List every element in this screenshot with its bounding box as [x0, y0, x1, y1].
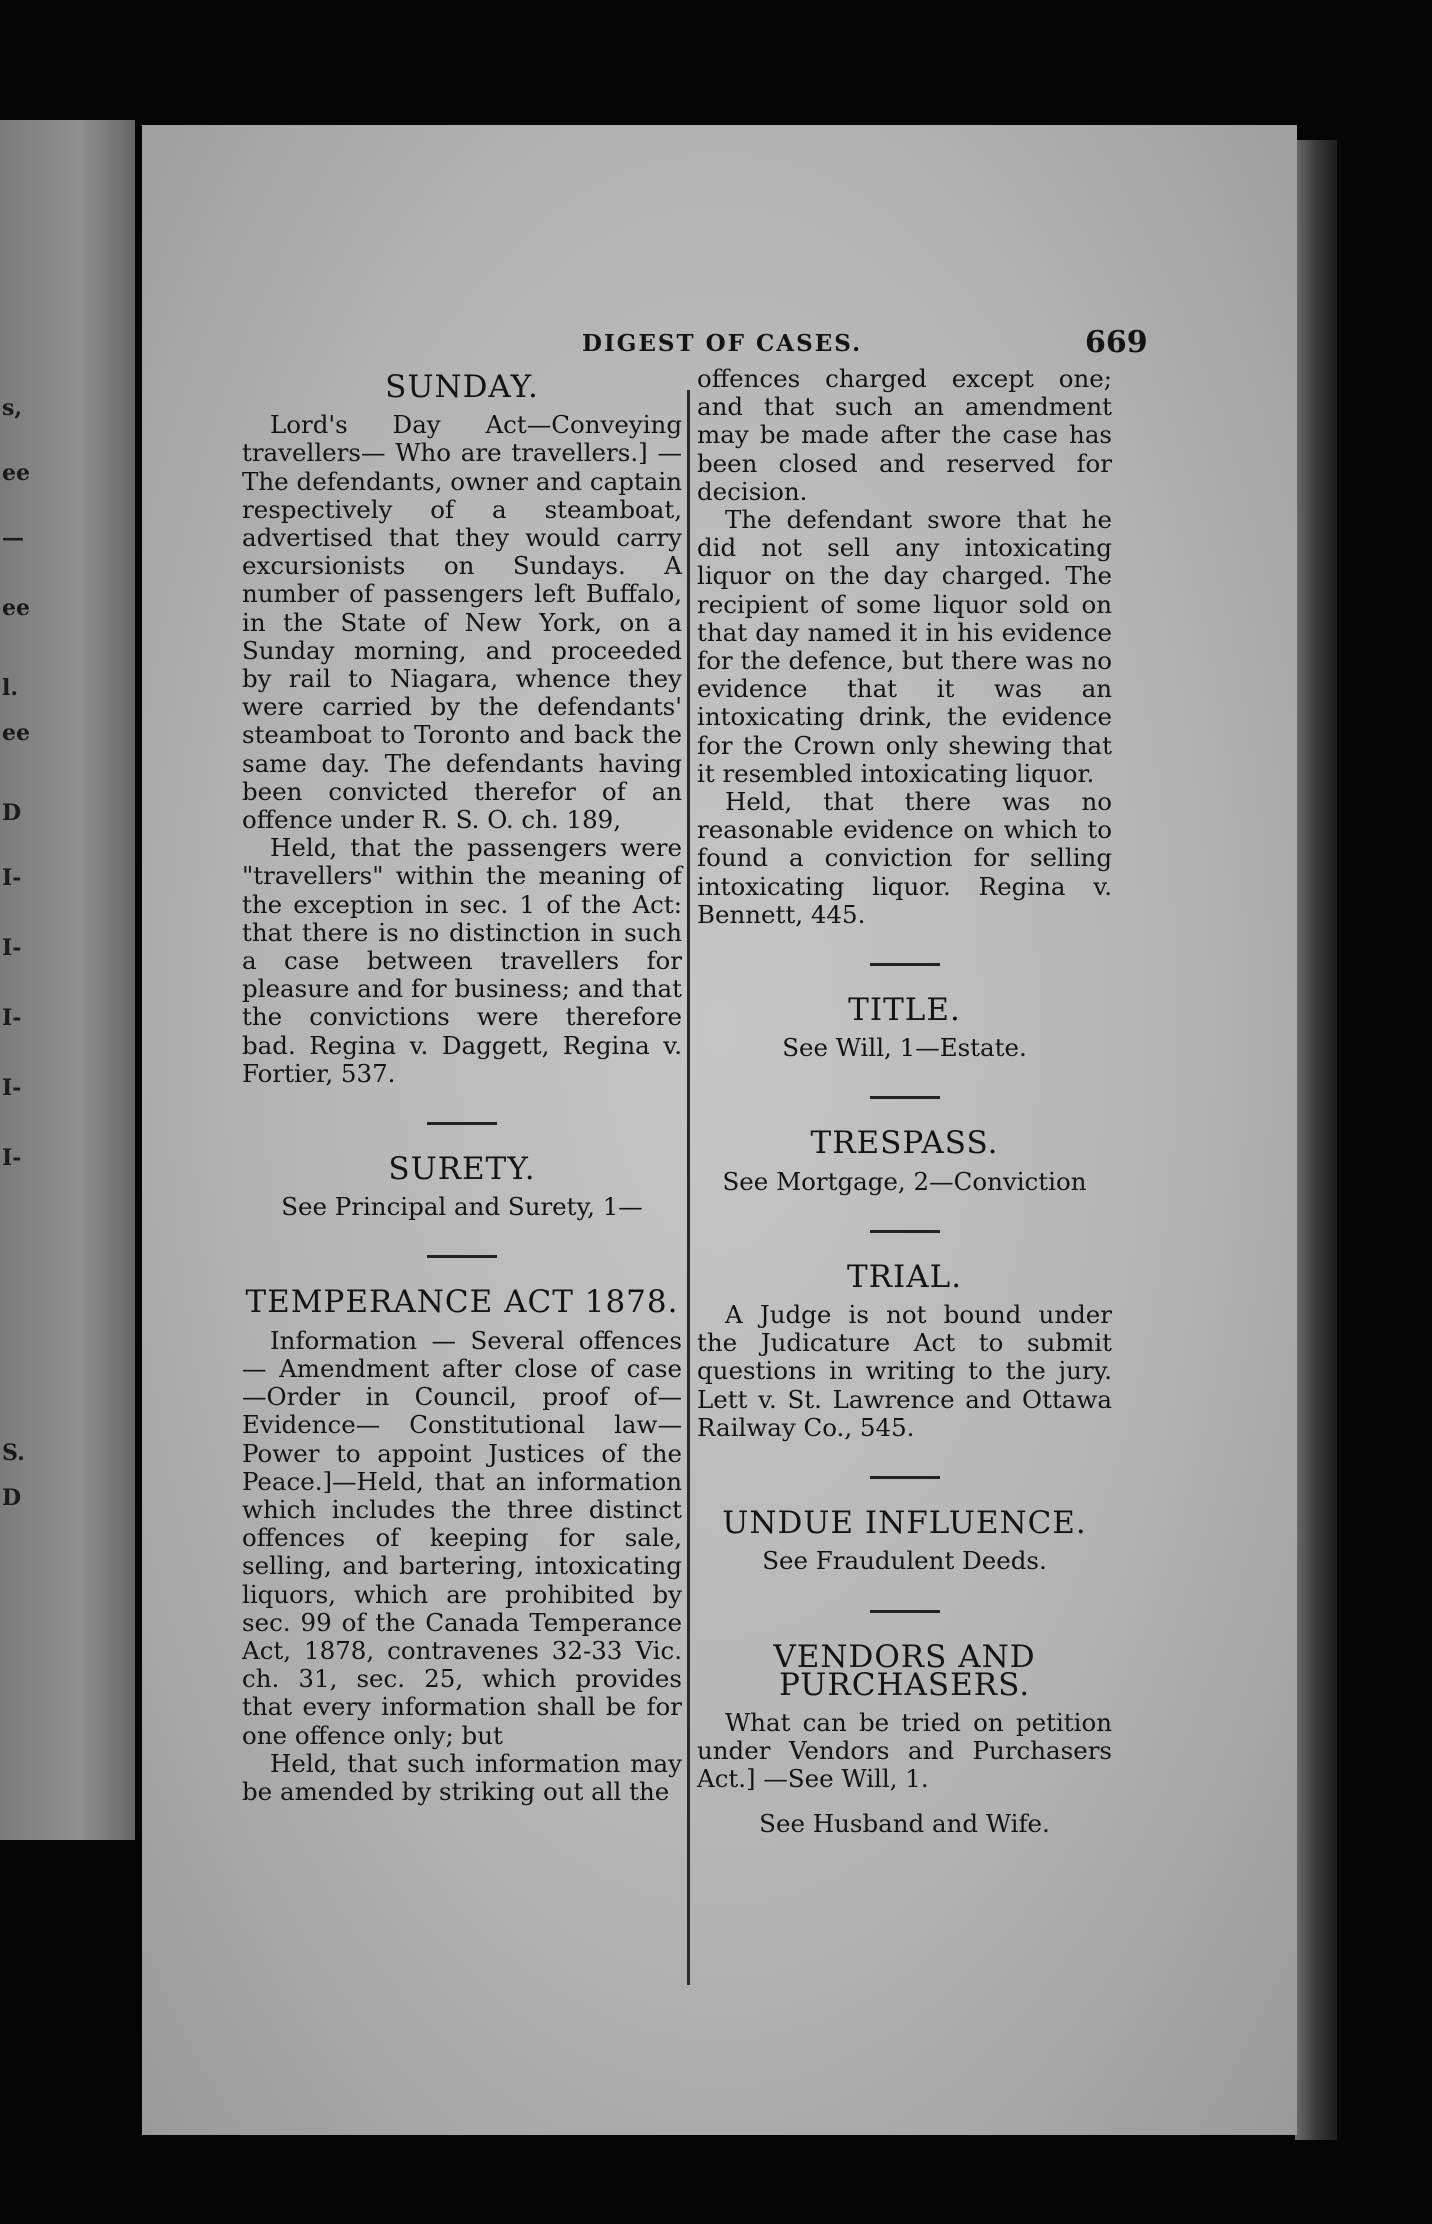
margin-fragment: S.: [2, 1440, 25, 1466]
cross-reference: See Will, 1—Estate.: [782, 1033, 1027, 1063]
running-head: DIGEST OF CASES.: [582, 330, 863, 357]
left-column: [242, 365, 682, 1806]
margin-fragment: ee: [2, 720, 30, 746]
entry-paragraph: Information — Several offences — Amendment after close of case—Order in Council, proof of— Evidence— Constitutional law—Power to appoint Justices of the Peace.]—Held, that an information which includes the three distinct offences of keeping for sale, selling, and bartering, intoxicating liquors, which are prohibited by sec. 99 of the Canada Temperance Act, 1878, contravenes 32-33 Vic. ch. 31, sec. 25, which provides that every information shall be for one offence only; but: [242, 1325, 682, 1750]
heading-vendors-and-purchasers: VENDORS AND PURCHASERS.: [773, 1638, 1036, 1703]
book-page: [142, 125, 1297, 2135]
heading-undue-influence: UNDUE INFLUENCE.: [722, 1505, 1087, 1542]
cross-reference: See Husband and Wife.: [759, 1808, 1050, 1838]
right-column: [697, 365, 1112, 1840]
section-divider: [870, 1230, 940, 1233]
page-stack-edge: [1295, 140, 1337, 2140]
cross-reference: See Principal and Surety, 1—: [281, 1192, 643, 1222]
heading-sunday: SUNDAY.: [385, 369, 539, 405]
section-divider: [427, 1122, 497, 1125]
margin-fragment: —: [2, 525, 24, 551]
entry-paragraph: Held, that there was no reasonable evidence on which to found a conviction for selling intoxicating liquor. Regina v. Bennett, 445.: [697, 787, 1112, 929]
margin-fragment: D: [2, 1485, 22, 1511]
margin-fragment: I-: [2, 935, 22, 961]
margin-fragment: I-: [2, 1005, 22, 1031]
margin-fragment: s,: [2, 395, 23, 421]
section-divider: [870, 963, 940, 966]
entry-paragraph: The defendant swore that he did not sell any intoxicating liquor on the day charged. The recipient of some liquor sold on that day named it in his evidence for the defence, but there was no evidence that it was an intoxicating drink, the evidence for the Crown only shewing that it resembled intoxicating liquor.: [697, 505, 1112, 788]
heading-temperance-act: TEMPERANCE ACT 1878.: [245, 1284, 679, 1321]
heading-surety: SURETY.: [388, 1151, 536, 1188]
section-divider: [427, 1255, 497, 1258]
margin-fragment: ee: [2, 460, 30, 486]
entry-trial: [697, 1301, 1112, 1442]
margin-fragment: l.: [2, 675, 19, 701]
entry-temperance-act: [242, 1327, 682, 1806]
entry-paragraph: Held, that the passengers were "travellers" within the meaning of the exception in sec. 1 of the Act: that there is no distinction in such a case between travellers for pleasure and for business; and that the convictions were therefore bad. Regina v. Daggett, Regina v. Fortier, 537.: [242, 833, 682, 1088]
entry-sunday: [242, 411, 682, 1088]
margin-fragment: I-: [2, 1075, 22, 1101]
entry-continuation: [697, 365, 1112, 929]
entry-paragraph: Held, that such information may be amended by striking out all the: [242, 1748, 682, 1806]
margin-fragment: I-: [2, 865, 22, 891]
entry-paragraph: What can be tried on petition under Vendors and Purchasers Act.] —See Will, 1.: [697, 1707, 1112, 1794]
entry-vendors-and-purchasers: [697, 1709, 1112, 1794]
heading-trial: TRIAL.: [846, 1258, 963, 1295]
margin-fragment: I-: [2, 1145, 22, 1171]
entry-paragraph: A Judge is not bound under the Judicature Act to submit questions in writing to the jury. Lett v. St. Lawrence and Ottawa Railway Co., 545.: [697, 1300, 1112, 1442]
margin-fragment: ee: [2, 595, 30, 621]
section-divider: [870, 1476, 940, 1479]
heading-trespass: TRESPASS.: [810, 1125, 999, 1162]
cross-reference: See Mortgage, 2—Conviction: [722, 1166, 1087, 1196]
margin-fragment: D: [2, 800, 22, 826]
entry-paragraph: Lord's Day Act—Conveying travellers— Who are travellers.] — The defendants, owner and captain respectively of a steamboat, advertised that they would carry excursionists on Sundays. A number of passengers left Buffalo, in the State of New York, on a Sunday morning, and proceeded by rail to Niagara, whence they were carried by the defendants' steamboat to Toronto and back the same day. The defendants having been convicted therefor of an offence under R. S. O. ch. 189,: [242, 410, 682, 835]
page-number: 669: [1085, 325, 1148, 360]
entry-paragraph: offences charged except one; and that such an amendment may be made after the case has been closed and reserved for decision.: [697, 364, 1112, 506]
section-divider: [870, 1610, 940, 1613]
cross-reference: See Fraudulent Deeds.: [762, 1546, 1047, 1576]
previous-page-edge: [0, 120, 135, 1840]
heading-title: TITLE.: [848, 992, 961, 1029]
section-divider: [870, 1096, 940, 1099]
column-rule: [687, 390, 690, 1985]
